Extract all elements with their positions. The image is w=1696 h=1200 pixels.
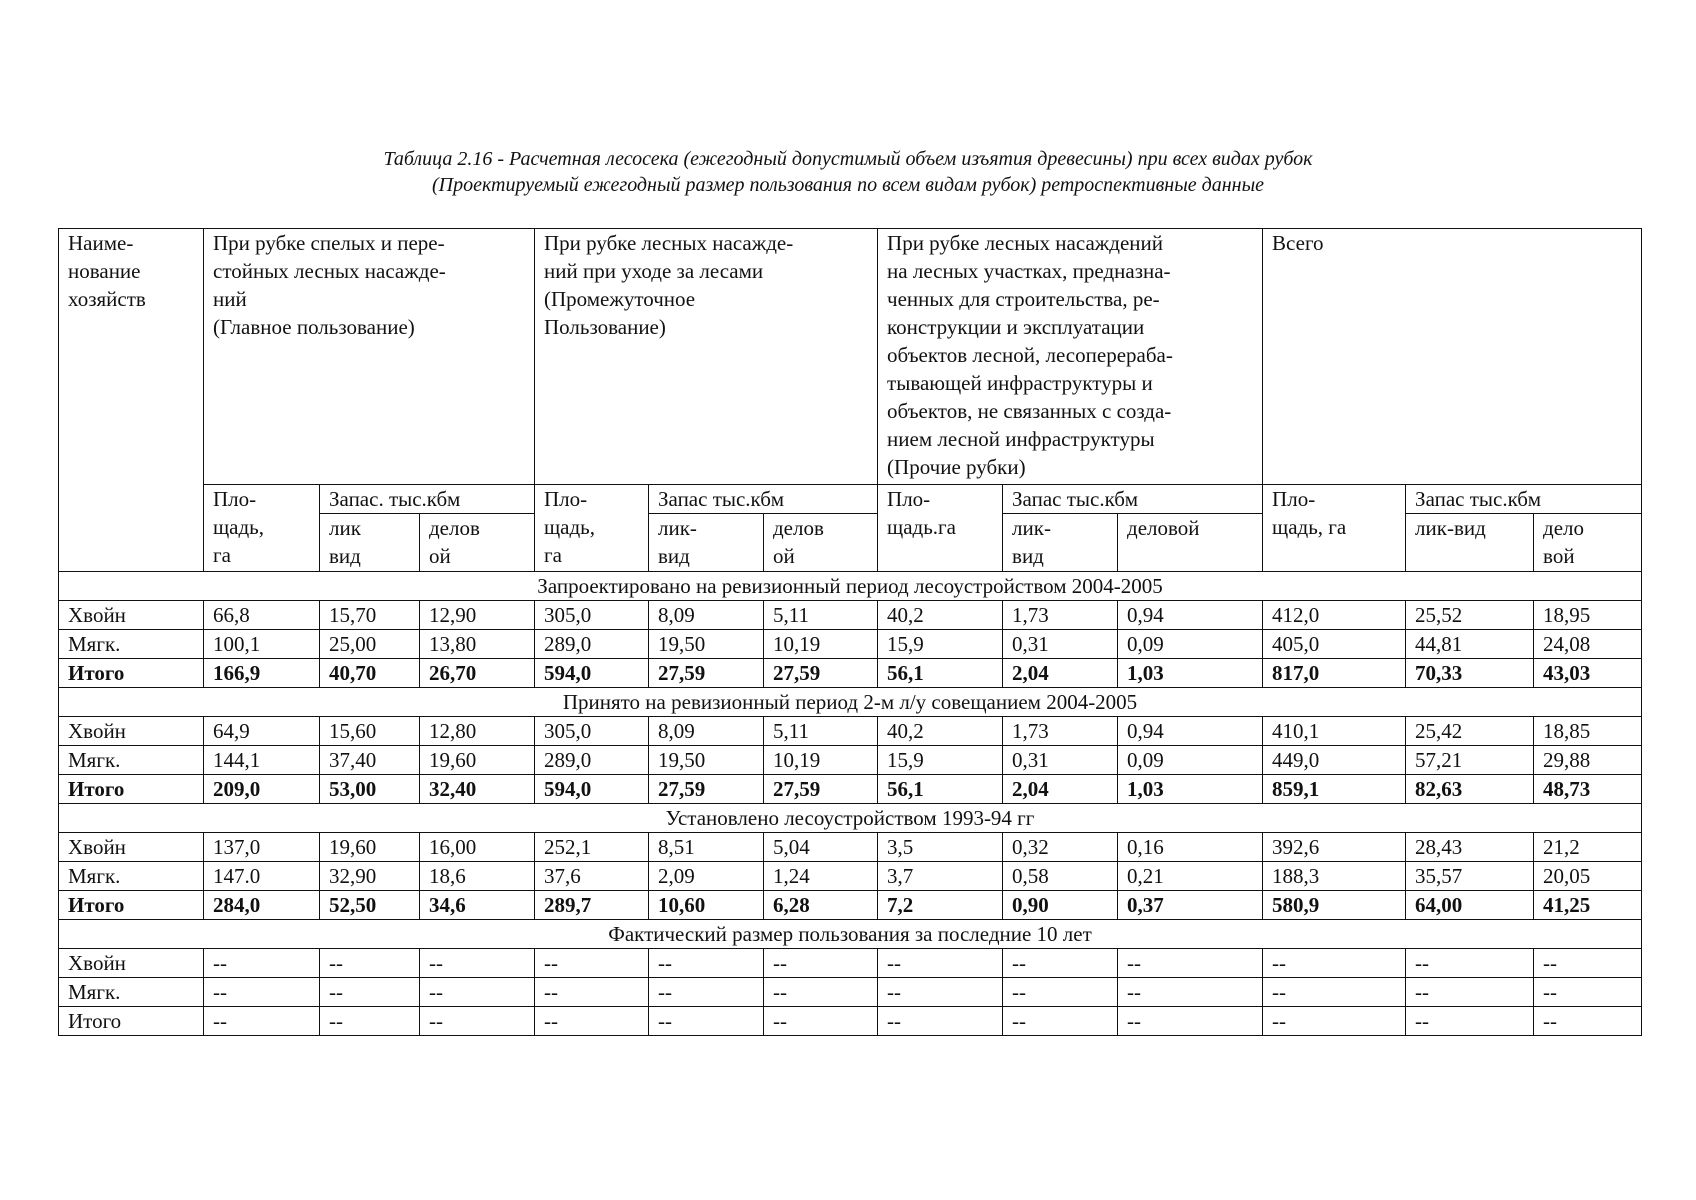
table-cell: 5,11 [764, 717, 878, 746]
row-name-cell: Итого [59, 1007, 204, 1036]
table-cell: 3,5 [878, 833, 1003, 862]
table-cell: 580,9 [1263, 891, 1406, 920]
table-cell: -- [1003, 978, 1118, 1007]
header-sub: делов ой [764, 514, 878, 572]
table-cell: 64,9 [204, 717, 320, 746]
section-title: Установлено лесоустройством 1993-94 гг [59, 804, 1642, 833]
table-cell: 0,90 [1003, 891, 1118, 920]
row-name-cell: Итого [59, 659, 204, 688]
section-title: Запроектировано на ревизионный период лесоустройством 2004-2005 [59, 572, 1642, 601]
table-cell: 817,0 [1263, 659, 1406, 688]
table-cell: 40,70 [320, 659, 420, 688]
table-cell: 18,85 [1534, 717, 1642, 746]
caption-line-2: (Проектируемый ежегодный размер пользования по всем видам рубок) ретроспективные данные [431, 174, 1265, 196]
header-sub: лик-вид [1406, 514, 1534, 572]
table-cell: 27,59 [649, 659, 764, 688]
table-cell: -- [320, 949, 420, 978]
table-cell: 19,50 [649, 630, 764, 659]
table-cell: 0,94 [1118, 601, 1263, 630]
table-cell: 305,0 [535, 601, 649, 630]
table-cell: 10,60 [649, 891, 764, 920]
table-cell: 21,2 [1534, 833, 1642, 862]
row-name-cell: Хвойн [59, 833, 204, 862]
table-cell: -- [420, 978, 535, 1007]
header-group-main: При рубке спелых и пере- стойных лесных насажде- ний (Главное пользование) [204, 229, 535, 485]
header-sub: дело вой [1534, 514, 1642, 572]
table-cell: -- [1534, 949, 1642, 978]
table-row [59, 949, 1642, 978]
table-cell: 20,05 [1534, 862, 1642, 891]
section-title: Принято на ревизионный период 2-м л/у совещанием 2004-2005 [59, 688, 1642, 717]
table-cell: 37,40 [320, 746, 420, 775]
table-cell: -- [204, 978, 320, 1007]
table-cell: 8,51 [649, 833, 764, 862]
table-cell: 53,00 [320, 775, 420, 804]
section-header-row [59, 572, 1642, 601]
table-cell: 19,50 [649, 746, 764, 775]
header-stock: Запас. тыс.кбм [320, 485, 535, 514]
table-cell: 13,80 [420, 630, 535, 659]
header-sub: лик- вид [649, 514, 764, 572]
table-cell: 19,60 [420, 746, 535, 775]
table-cell: -- [1118, 1007, 1263, 1036]
table-cell: 26,70 [420, 659, 535, 688]
header-area: Пло- щадь, га [204, 485, 320, 572]
table-cell: 25,52 [1406, 601, 1534, 630]
table-row [59, 978, 1642, 1007]
table-cell: -- [878, 949, 1003, 978]
table-cell: 7,2 [878, 891, 1003, 920]
table-cell: -- [535, 1007, 649, 1036]
table-cell: 12,80 [420, 717, 535, 746]
table-cell: 0,32 [1003, 833, 1118, 862]
table-cell: 29,88 [1534, 746, 1642, 775]
table-cell: 32,90 [320, 862, 420, 891]
table-row [59, 1007, 1642, 1036]
row-name-cell: Мягк. [59, 630, 204, 659]
table-cell: 35,57 [1406, 862, 1534, 891]
table-cell: -- [1263, 1007, 1406, 1036]
table-cell: 12,90 [420, 601, 535, 630]
table-caption [0, 146, 1696, 198]
table-cell: 25,42 [1406, 717, 1534, 746]
table-cell: 0,09 [1118, 746, 1263, 775]
header-sub: лик вид [320, 514, 420, 572]
table-cell: 43,03 [1534, 659, 1642, 688]
table-cell: 18,95 [1534, 601, 1642, 630]
table-cell: -- [1263, 978, 1406, 1007]
table-row [59, 775, 1642, 804]
table-cell: 15,70 [320, 601, 420, 630]
table-cell: 252,1 [535, 833, 649, 862]
table-cell: 64,00 [1406, 891, 1534, 920]
table-cell: -- [1534, 1007, 1642, 1036]
table-cell: 34,6 [420, 891, 535, 920]
table-cell: -- [535, 949, 649, 978]
table-row [59, 630, 1642, 659]
table-cell: 289,7 [535, 891, 649, 920]
header-group-intermediate: При рубке лесных насажде- ний при уходе за лесами (Промежуточное Пользование) [535, 229, 878, 485]
table-row [59, 862, 1642, 891]
table-cell: 209,0 [204, 775, 320, 804]
table-cell: 3,7 [878, 862, 1003, 891]
row-name-cell: Мягк. [59, 862, 204, 891]
table-cell: 284,0 [204, 891, 320, 920]
table-cell: -- [1263, 949, 1406, 978]
table-cell: -- [1406, 949, 1534, 978]
table-cell: 18,6 [420, 862, 535, 891]
table-row [59, 833, 1642, 862]
table-cell: 0,31 [1003, 746, 1118, 775]
table-cell: 27,59 [649, 775, 764, 804]
table-cell: -- [1118, 949, 1263, 978]
table-cell: -- [320, 1007, 420, 1036]
table-cell: -- [1003, 1007, 1118, 1036]
table-cell: 144,1 [204, 746, 320, 775]
table-cell: 52,50 [320, 891, 420, 920]
logging-volume-table [58, 228, 1642, 1036]
table-cell: 10,19 [764, 630, 878, 659]
header-stock: Запас тыс.кбм [649, 485, 878, 514]
table-cell: 10,19 [764, 746, 878, 775]
table-cell: -- [764, 978, 878, 1007]
table-cell: -- [1406, 1007, 1534, 1036]
table-cell: 2,09 [649, 862, 764, 891]
table-cell: -- [764, 949, 878, 978]
header-group-total: Всего [1263, 229, 1642, 485]
table-cell: 41,25 [1534, 891, 1642, 920]
table-cell: 1,73 [1003, 601, 1118, 630]
table-cell: 56,1 [878, 775, 1003, 804]
table-cell: -- [1406, 978, 1534, 1007]
table-cell: 1,03 [1118, 659, 1263, 688]
table-cell: -- [649, 1007, 764, 1036]
table-cell: 1,73 [1003, 717, 1118, 746]
table-cell: 19,60 [320, 833, 420, 862]
table-cell: 5,11 [764, 601, 878, 630]
table-cell: 2,04 [1003, 659, 1118, 688]
table-cell: 594,0 [535, 775, 649, 804]
table-cell: 57,21 [1406, 746, 1534, 775]
table-cell: 859,1 [1263, 775, 1406, 804]
header-group-other: При рубке лесных насаждений на лесных участках, предназна- ченных для строительства, ре- конструкции и эксплуатации объектов лесной, лесоперераба- тывающей инфраструктуры и объектов, не связанных с созда- нием лесной инфраструктуры (Прочие рубки) [878, 229, 1263, 485]
row-name-cell: Итого [59, 891, 204, 920]
table-cell: 0,94 [1118, 717, 1263, 746]
table-cell: 15,9 [878, 630, 1003, 659]
caption-line-1: Таблица 2.16 - Расчетная лесосека (ежегодный допустимый объем изъятия древесины) при всех видах рубок [383, 148, 1313, 170]
table-cell: 449,0 [1263, 746, 1406, 775]
table-cell: 0,09 [1118, 630, 1263, 659]
table-cell: 28,43 [1406, 833, 1534, 862]
table-cell: 405,0 [1263, 630, 1406, 659]
table-cell: 25,00 [320, 630, 420, 659]
section-header-row [59, 688, 1642, 717]
header-area: Пло- щадь, га [1263, 485, 1406, 572]
table-cell: 0,37 [1118, 891, 1263, 920]
table-cell: 16,00 [420, 833, 535, 862]
table-cell: 137,0 [204, 833, 320, 862]
table-cell: 15,9 [878, 746, 1003, 775]
table-cell: 188,3 [1263, 862, 1406, 891]
table-cell: 70,33 [1406, 659, 1534, 688]
table-cell: -- [535, 978, 649, 1007]
table-cell: 40,2 [878, 717, 1003, 746]
table-cell: 412,0 [1263, 601, 1406, 630]
table-cell: 392,6 [1263, 833, 1406, 862]
table-row [59, 746, 1642, 775]
table-cell: -- [1118, 978, 1263, 1007]
row-name-cell: Хвойн [59, 601, 204, 630]
table-cell: -- [878, 978, 1003, 1007]
table-row [59, 717, 1642, 746]
table-row [59, 891, 1642, 920]
header-stock: Запас тыс.кбм [1406, 485, 1642, 514]
header-row-groups [59, 229, 1642, 485]
table-cell: 289,0 [535, 746, 649, 775]
table-cell: 40,2 [878, 601, 1003, 630]
table-row [59, 601, 1642, 630]
table-cell: 37,6 [535, 862, 649, 891]
table-cell: 0,21 [1118, 862, 1263, 891]
table-cell: -- [420, 1007, 535, 1036]
table-cell: 15,60 [320, 717, 420, 746]
table-cell: -- [649, 978, 764, 1007]
table-cell: -- [649, 949, 764, 978]
row-name-cell: Хвойн [59, 717, 204, 746]
table-cell: 1,24 [764, 862, 878, 891]
table-cell: 1,03 [1118, 775, 1263, 804]
header-sub: лик- вид [1003, 514, 1118, 572]
row-name-cell: Мягк. [59, 978, 204, 1007]
table-cell: -- [1534, 978, 1642, 1007]
row-name-cell: Мягк. [59, 746, 204, 775]
section-header-row [59, 920, 1642, 949]
table-cell: 8,09 [649, 717, 764, 746]
table-cell: 6,28 [764, 891, 878, 920]
table-cell: 27,59 [764, 775, 878, 804]
table-cell: 24,08 [1534, 630, 1642, 659]
table-cell: -- [420, 949, 535, 978]
header-sub: деловой [1118, 514, 1263, 572]
table-cell: 166,9 [204, 659, 320, 688]
table-cell: 66,8 [204, 601, 320, 630]
header-area: Пло- щадь, га [535, 485, 649, 572]
table-cell: 48,73 [1534, 775, 1642, 804]
table-cell: 82,63 [1406, 775, 1534, 804]
table-cell: 594,0 [535, 659, 649, 688]
header-row-area-stock [59, 485, 1642, 514]
table-cell: 2,04 [1003, 775, 1118, 804]
table-cell: 0,58 [1003, 862, 1118, 891]
header-area: Пло- щадь.га [878, 485, 1003, 572]
table-cell: 56,1 [878, 659, 1003, 688]
table-cell: -- [1003, 949, 1118, 978]
table-cell: -- [320, 978, 420, 1007]
header-name-col: Наиме- нование хозяйств [59, 229, 204, 572]
table-cell: 147.0 [204, 862, 320, 891]
table-cell: -- [764, 1007, 878, 1036]
row-name-cell: Хвойн [59, 949, 204, 978]
table-cell: 44,81 [1406, 630, 1534, 659]
table-cell: 32,40 [420, 775, 535, 804]
table-cell: -- [204, 949, 320, 978]
table-cell: 5,04 [764, 833, 878, 862]
table-cell: 27,59 [764, 659, 878, 688]
table-cell: 8,09 [649, 601, 764, 630]
table-cell: 0,16 [1118, 833, 1263, 862]
header-stock: Запас тыс.кбм [1003, 485, 1263, 514]
table-row [59, 659, 1642, 688]
table-cell: 100,1 [204, 630, 320, 659]
table-cell: 305,0 [535, 717, 649, 746]
table-cell: 289,0 [535, 630, 649, 659]
table-cell: -- [878, 1007, 1003, 1036]
section-title: Фактический размер пользования за последние 10 лет [59, 920, 1642, 949]
section-header-row [59, 804, 1642, 833]
table-cell: 0,31 [1003, 630, 1118, 659]
table-cell: 410,1 [1263, 717, 1406, 746]
table-cell: -- [204, 1007, 320, 1036]
row-name-cell: Итого [59, 775, 204, 804]
header-sub: делов ой [420, 514, 535, 572]
